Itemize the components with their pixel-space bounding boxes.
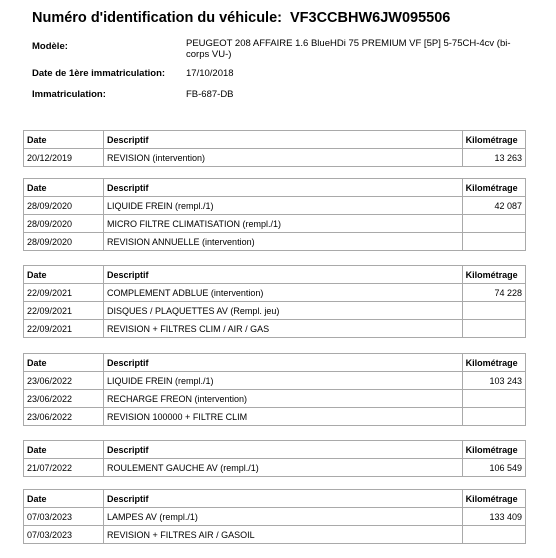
- column-header-date: Date: [24, 179, 104, 197]
- row-kilometrage: 42 087: [462, 197, 525, 215]
- model-label: Modèle:: [32, 41, 68, 52]
- row-descriptif: REVISION + FILTRES AIR / GASOIL: [104, 526, 463, 544]
- table-header-row: [24, 179, 526, 197]
- row-kilometrage: 103 243: [462, 372, 525, 390]
- column-header-descriptif: Descriptif: [104, 266, 463, 284]
- row-date: 21/07/2022: [24, 459, 104, 477]
- plate-value: FB-687-DB: [186, 89, 234, 100]
- row-descriptif: ROULEMENT GAUCHE AV (rempl./1): [104, 459, 463, 477]
- row-kilometrage: [462, 215, 525, 233]
- table-header-row: [24, 490, 526, 508]
- history-table-2020: [23, 178, 526, 251]
- row-kilometrage: 106 549: [462, 459, 525, 477]
- row-kilometrage: 74 228: [462, 284, 525, 302]
- column-header-kilometrage: Kilométrage: [462, 354, 525, 372]
- row-descriptif: LAMPES AV (rempl./1): [104, 508, 463, 526]
- model-row: [32, 38, 516, 64]
- vin-label: Numéro d'identification du véhicule:: [32, 10, 282, 26]
- table-row: [24, 302, 526, 320]
- table-row: [24, 408, 526, 426]
- column-header-date: Date: [24, 441, 104, 459]
- table-row: [24, 284, 526, 302]
- row-kilometrage: 13 263: [462, 149, 525, 167]
- table-row: [24, 197, 526, 215]
- row-date: 23/06/2022: [24, 408, 104, 426]
- history-table-2022-july: [23, 440, 526, 477]
- vehicle-info: [32, 38, 516, 107]
- row-date: 28/09/2020: [24, 215, 104, 233]
- row-date: 28/09/2020: [24, 233, 104, 251]
- column-header-kilometrage: Kilométrage: [462, 441, 525, 459]
- vin-value: VF3CCBHW6JW095506: [289, 10, 451, 26]
- row-kilometrage: [462, 302, 525, 320]
- row-descriptif: REVISION 100000 + FILTRE CLIM: [104, 408, 463, 426]
- row-date: 22/09/2021: [24, 284, 104, 302]
- column-header-descriptif: Descriptif: [104, 354, 463, 372]
- row-descriptif: DISQUES / PLAQUETTES AV (Rempl. jeu): [104, 302, 463, 320]
- history-table-2021: [23, 265, 526, 338]
- table-header-row: [24, 441, 526, 459]
- row-kilometrage: [462, 320, 525, 338]
- row-date: 20/12/2019: [24, 149, 104, 167]
- history-table-2022-june: [23, 353, 526, 426]
- column-header-kilometrage: Kilométrage: [462, 131, 525, 149]
- row-kilometrage: [462, 233, 525, 251]
- column-header-kilometrage: Kilométrage: [462, 266, 525, 284]
- first-registration-label: Date de 1ère immatriculation:: [32, 68, 166, 79]
- history-table-2023: [23, 489, 526, 544]
- column-header-descriptif: Descriptif: [104, 131, 463, 149]
- document-title: [32, 10, 450, 26]
- table-row: [24, 215, 526, 233]
- history-table-2019: [23, 130, 526, 167]
- model-value: PEUGEOT 208 AFFAIRE 1.6 BlueHDi 75 PREMIUM VF [5P] 5-75CH-4cv (bi-corps VU-): [186, 38, 511, 60]
- row-descriptif: MICRO FILTRE CLIMATISATION (rempl./1): [104, 215, 463, 233]
- plate-row: [32, 89, 516, 107]
- first-registration-value: 17/10/2018: [186, 68, 234, 79]
- column-header-date: Date: [24, 131, 104, 149]
- first-registration-row: [32, 68, 516, 86]
- row-date: 07/03/2023: [24, 526, 104, 544]
- row-date: 07/03/2023: [24, 508, 104, 526]
- table-row: [24, 372, 526, 390]
- column-header-kilometrage: Kilométrage: [462, 490, 525, 508]
- row-kilometrage: 133 409: [462, 508, 525, 526]
- row-kilometrage: [462, 390, 525, 408]
- column-header-descriptif: Descriptif: [104, 490, 463, 508]
- row-descriptif: LIQUIDE FREIN (rempl./1): [104, 372, 463, 390]
- column-header-descriptif: Descriptif: [104, 179, 463, 197]
- table-header-row: [24, 266, 526, 284]
- row-descriptif: LIQUIDE FREIN (rempl./1): [104, 197, 463, 215]
- table-row: [24, 233, 526, 251]
- row-kilometrage: [462, 526, 525, 544]
- row-date: 22/09/2021: [24, 320, 104, 338]
- table-row: [24, 508, 526, 526]
- plate-label: Immatriculation:: [32, 89, 106, 100]
- row-kilometrage: [462, 408, 525, 426]
- table-row: [24, 526, 526, 544]
- row-date: 23/06/2022: [24, 372, 104, 390]
- table-header-row: [24, 131, 526, 149]
- column-header-kilometrage: Kilométrage: [462, 179, 525, 197]
- row-descriptif: REVISION (intervention): [104, 149, 463, 167]
- column-header-date: Date: [24, 266, 104, 284]
- column-header-descriptif: Descriptif: [104, 441, 463, 459]
- table-header-row: [24, 354, 526, 372]
- table-row: [24, 149, 526, 167]
- column-header-date: Date: [24, 490, 104, 508]
- row-descriptif: REVISION + FILTRES CLIM / AIR / GAS: [104, 320, 463, 338]
- row-descriptif: RECHARGE FREON (intervention): [104, 390, 463, 408]
- row-date: 23/06/2022: [24, 390, 104, 408]
- table-row: [24, 390, 526, 408]
- table-row: [24, 320, 526, 338]
- row-date: 28/09/2020: [24, 197, 104, 215]
- row-date: 22/09/2021: [24, 302, 104, 320]
- table-row: [24, 459, 526, 477]
- row-descriptif: REVISION ANNUELLE (intervention): [104, 233, 463, 251]
- column-header-date: Date: [24, 354, 104, 372]
- row-descriptif: COMPLEMENT ADBLUE (intervention): [104, 284, 463, 302]
